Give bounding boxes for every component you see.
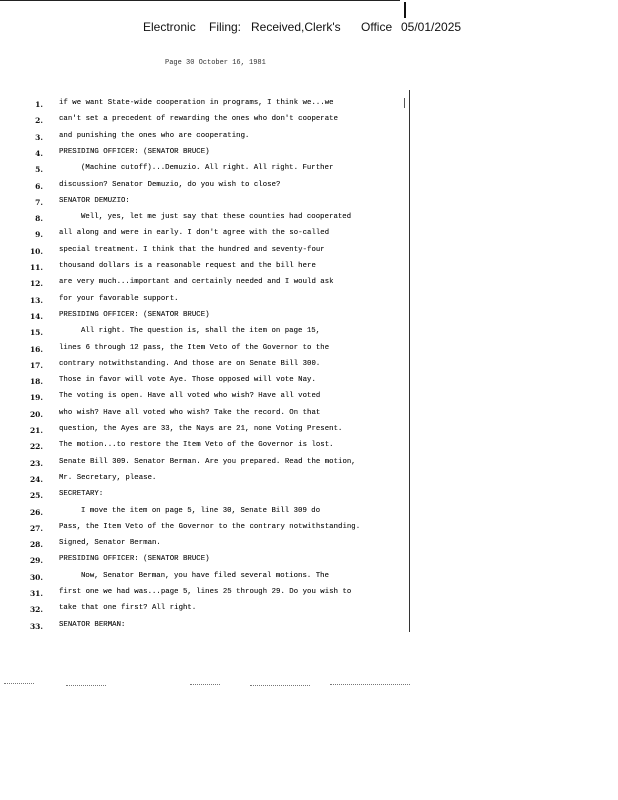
line-number: 28. — [29, 540, 43, 550]
filing-stamp-office: Office — [361, 20, 393, 34]
filing-stamp-received-clerks: Received,Clerk's — [251, 20, 341, 34]
line-text: contrary notwithstanding. And those are on Senate Bill 300. — [59, 359, 321, 368]
line-number: 13. — [29, 295, 43, 305]
line-number: 7. — [35, 197, 43, 207]
transcript-line — [0, 504, 618, 520]
transcript-line — [0, 178, 618, 194]
line-number: 11. — [29, 263, 43, 272]
line-number: 23. — [29, 458, 43, 468]
line-number: 1. — [35, 100, 43, 109]
scan-dots — [4, 683, 34, 685]
filing-stamp-date: 05/01/2025 — [401, 20, 462, 34]
line-text: if we want State-wide cooperation in programs, I think we...we — [59, 99, 334, 107]
filing-stamp-filing: Filing: — [209, 20, 242, 34]
line-number: 29. — [29, 556, 43, 566]
transcript-line — [0, 585, 618, 601]
transcript-line — [0, 275, 618, 291]
line-text: SENATOR DEMUZIO: — [59, 196, 130, 205]
transcript-line — [0, 389, 618, 405]
line-text: (Machine cutoff)...Demuzio. All right. All right. Further — [81, 164, 334, 173]
line-number: 22. — [29, 442, 43, 452]
line-text: first one we had was...page 5, lines 25 through 29. Do you wish to — [59, 588, 352, 596]
line-text: discussion? Senator Demuzio, do you wish to close? — [59, 180, 281, 189]
line-text: for your favorable support. — [59, 294, 179, 303]
line-number: 4. — [35, 148, 43, 158]
transcript-line — [0, 601, 618, 617]
line-text: Those in favor will vote Aye. Those opposed will vote Nay. — [59, 376, 316, 385]
transcript-line — [0, 422, 618, 438]
line-text: Senate Bill 309. Senator Berman. Are you prepared. Read the motion, — [59, 457, 356, 466]
line-text: take that one first? All right. — [59, 604, 197, 613]
transcript-line — [0, 210, 618, 226]
line-text: Well, yes, let me just say that these counties had cooperated — [81, 213, 352, 222]
transcript-line — [0, 324, 618, 340]
transcript-line — [0, 292, 618, 308]
line-number: 20. — [29, 409, 43, 419]
transcript-line — [0, 406, 618, 422]
transcript-line — [0, 455, 618, 471]
transcript-line — [0, 96, 618, 112]
line-text: question, the Ayes are 33, the Nays are 21, none Voting Present. — [59, 425, 343, 433]
transcript-line — [0, 471, 618, 487]
line-number: 10. — [29, 246, 43, 256]
scan-dots — [66, 685, 106, 687]
transcript-line — [0, 520, 618, 536]
line-text: PRESIDING OFFICER: (SENATOR BRUCE) — [59, 555, 210, 564]
line-text: and punishing the ones who are cooperating. — [59, 131, 250, 140]
line-number: 9. — [35, 230, 43, 240]
transcript-line — [0, 373, 618, 389]
line-text: All right. The question is, shall the item on page 15, — [81, 327, 321, 336]
line-text: are very much...important and certainly needed and I would ask — [59, 278, 334, 287]
line-text: Now, Senator Berman, you have filed several motions. The — [81, 571, 330, 580]
top-tick-mark — [404, 2, 406, 18]
line-number: 17. — [29, 360, 43, 370]
line-number: 32. — [29, 605, 43, 615]
line-text: PRESIDING OFFICER: (SENATOR BRUCE) — [59, 147, 210, 156]
transcript-line — [0, 194, 618, 210]
transcript-line — [0, 536, 618, 552]
line-number: 24. — [29, 474, 43, 484]
line-text: lines 6 through 12 pass, the Item Veto of the Governor to the — [59, 343, 330, 352]
line-number: 15. — [29, 328, 43, 338]
line-text: thousand dollars is a reasonable request and the bill here — [59, 262, 316, 270]
transcript-line — [0, 569, 618, 585]
line-text: all along and were in early. I don't agree with the so-called — [59, 229, 330, 238]
line-text: Pass, the Item Veto of the Governor to the contrary notwithstanding. — [59, 522, 361, 531]
scan-dots — [250, 685, 310, 687]
transcript-line — [0, 308, 618, 324]
line-number: 25. — [29, 491, 43, 501]
page-header: Page 30 October 16, 1981 — [165, 59, 266, 67]
line-text: SENATOR BERMAN: — [59, 620, 126, 629]
line-number: 16. — [29, 344, 43, 354]
line-number: 31. — [29, 589, 43, 598]
transcript-line — [0, 552, 618, 568]
line-number: 26. — [29, 507, 43, 517]
line-text: Mr. Secretary, please. — [59, 473, 157, 482]
scan-artifacts — [0, 683, 618, 691]
line-number: 18. — [29, 377, 43, 387]
line-number: 14. — [29, 311, 43, 321]
scan-dots — [190, 684, 220, 686]
line-number: 27. — [29, 523, 43, 533]
line-number: 12. — [29, 279, 43, 289]
transcript-line — [0, 161, 618, 177]
transcript-line — [0, 341, 618, 357]
line-number: 33. — [29, 621, 43, 631]
line-text: Signed, Senator Berman. — [59, 539, 161, 548]
top-rule — [0, 0, 400, 1]
transcript-line — [0, 145, 618, 161]
transcript-line — [0, 259, 618, 275]
line-text: The motion...to restore the Item Veto of the Governor is lost. — [59, 441, 334, 450]
transcript-line — [0, 226, 618, 242]
line-text: I move the item on page 5, line 30, Senate Bill 309 do — [81, 506, 321, 515]
line-number: 30. — [29, 572, 43, 582]
transcript-line — [0, 618, 618, 634]
transcript-line — [0, 243, 618, 259]
transcript-line — [0, 129, 618, 145]
line-text: SECRETARY: — [59, 490, 104, 499]
line-text: special treatment. I think that the hundred and seventy-four — [59, 245, 325, 254]
transcript-line — [0, 487, 618, 503]
filing-stamp-electronic: Electronic — [143, 20, 196, 34]
line-number: 19. — [29, 393, 43, 403]
scan-dots — [330, 684, 410, 686]
transcript-line — [0, 357, 618, 373]
transcript-line — [0, 438, 618, 454]
line-text: The voting is open. Have all voted who wish? Have all voted — [59, 392, 321, 401]
line-number: 6. — [35, 181, 43, 191]
line-number: 3. — [35, 132, 43, 142]
line-text: can't set a precedent of rewarding the ones who don't cooperate — [59, 115, 339, 124]
line-number: 2. — [35, 116, 43, 126]
line-text: PRESIDING OFFICER: (SENATOR BRUCE) — [59, 310, 210, 319]
line-number: 8. — [35, 214, 43, 224]
line-number: 5. — [35, 165, 43, 175]
line-text: who wish? Have all voted who wish? Take the record. On that — [59, 408, 321, 417]
transcript-line — [0, 112, 618, 128]
line-number: 21. — [29, 426, 43, 435]
